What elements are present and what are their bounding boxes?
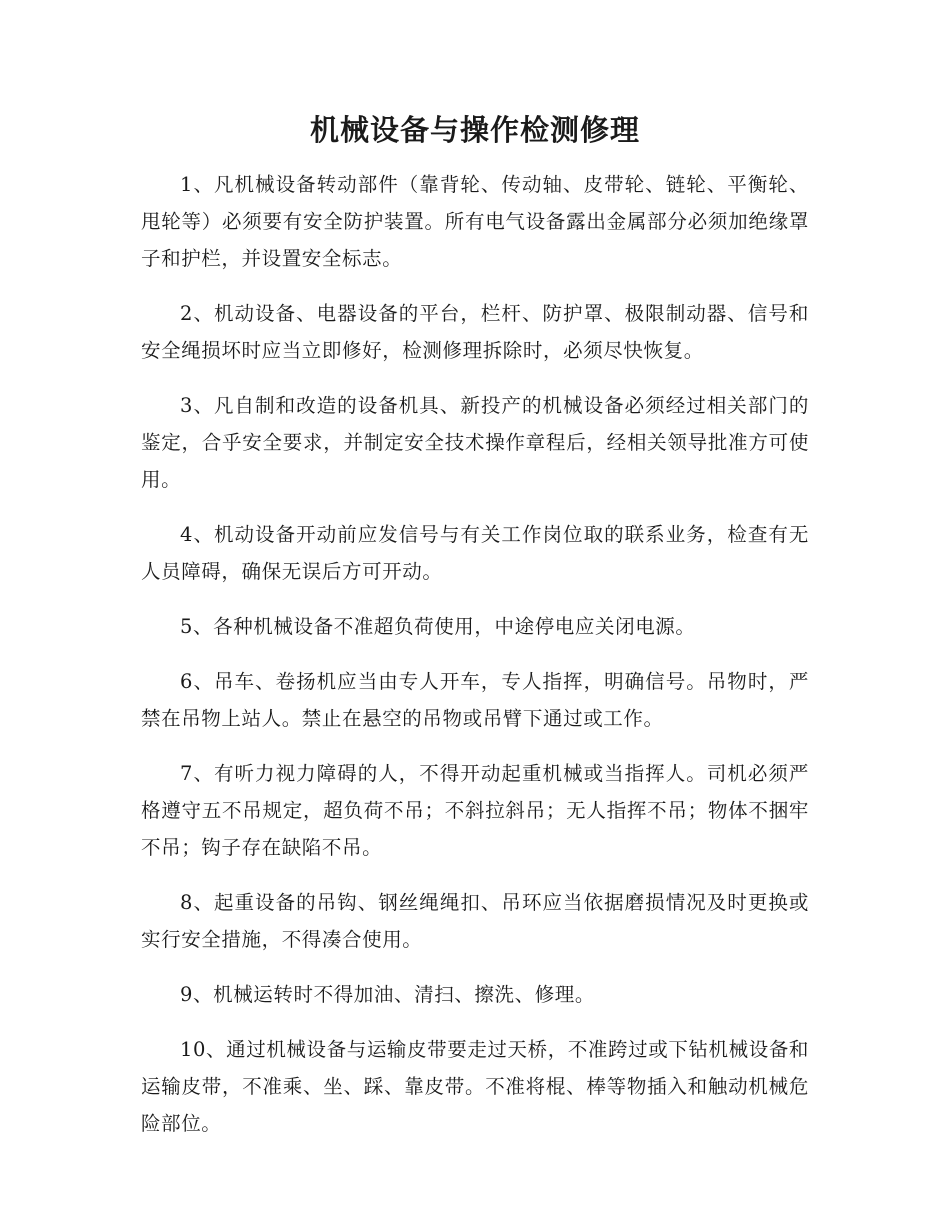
paragraph-10: 10、通过机械设备与运输皮带要走过天桥，不准跨过或下钻机械设备和运输皮带，不准乘、坐、踩、靠皮带。不准将棍、棒等物插入和触动机械危险部位。 [141,1038,810,1135]
paragraph-9: 9、机械运转时不得加油、清扫、擦洗、修理。 [180,983,596,1006]
paragraph-1: 1、凡机械设备转动部件（靠背轮、传动轴、皮带轮、链轮、平衡轮、甩轮等）必须要有安全防护装置。所有电气设备露出金属部分必须加绝缘罩子和护栏，并设置安全标志。 [141,173,809,270]
paragraph-3: 3、凡自制和改造的设备机具、新投产的机械设备必须经过相关部门的鉴定，合乎安全要求，并制定安全技术操作章程后，经相关领导批准方可使用。 [141,394,809,491]
paragraph-7: 7、有听力视力障碍的人，不得开动起重机械或当指挥人。司机必须严格遵守五不吊规定，超负荷不吊；不斜拉斜吊；无人指挥不吊；物体不捆牢不吊；钩子存在缺陷不吊。 [141,762,809,859]
paragraph-5: 5、各种机械设备不准超负荷使用，中途停电应关闭电源。 [180,615,696,638]
paragraph-8: 8、起重设备的吊钩、钢丝绳绳扣、吊环应当依据磨损情况及时更换或实行安全措施，不得凑合使用。 [141,891,809,951]
document-body [141,166,809,1160]
document-title: 机械设备与操作检测修理 [309,113,640,147]
paragraph-4: 4、机动设备开动前应发信号与有关工作岗位取的联系业务，检查有无人员障碍，确保无误后方可开动。 [141,523,809,583]
paragraph-6: 6、吊车、卷扬机应当由专人开车，专人指挥，明确信号。吊物时，严禁在吊物上站人。禁止在悬空的吊物或吊臂下通过或工作。 [141,670,809,730]
paragraph-2: 2、机动设备、电器设备的平台，栏杆、防护罩、极限制动器、信号和安全绳损坏时应当立即修好，检测修理拆除时，必须尽快恢复。 [141,302,809,362]
